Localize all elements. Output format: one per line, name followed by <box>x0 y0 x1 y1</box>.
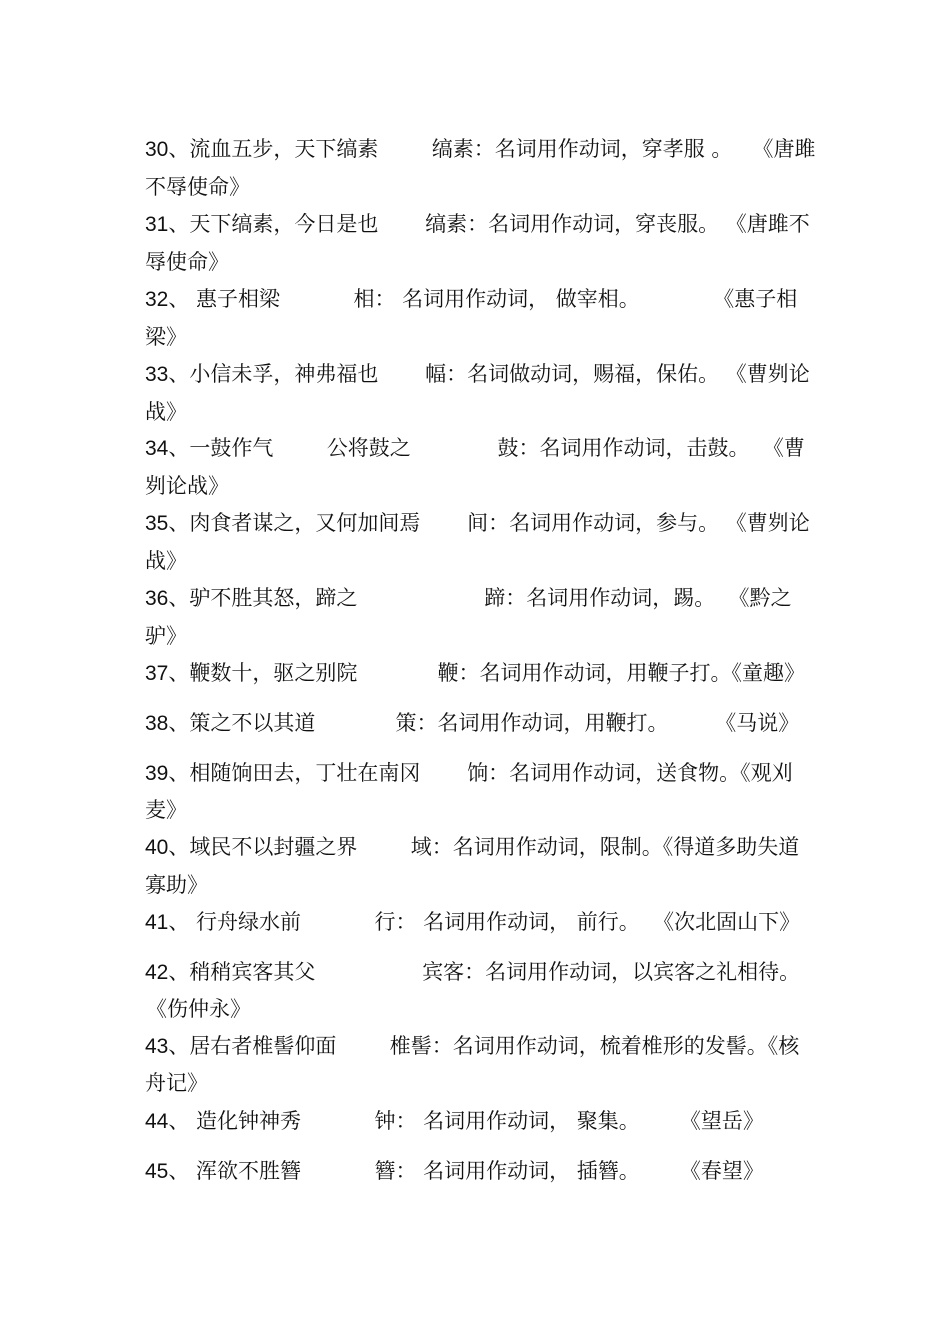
entry-number: 35 <box>145 512 169 535</box>
entry-number: 42 <box>145 961 169 984</box>
entry-text: 、天下缟素，今日是也 缟素：名词用作动词，穿丧服。 《唐雎不 <box>168 212 810 236</box>
entry-text: 、域民不以封疆之界 域：名词用作动词，限制。《得道多助失道 <box>168 835 800 859</box>
entry-number: 45 <box>145 1160 169 1183</box>
entry-36-line-1 <box>145 585 792 612</box>
entry-text: 、一鼓作气 公将鼓之 鼓：名词用作动词，击鼓。 《曹 <box>168 436 805 460</box>
entry-number: 31 <box>145 213 169 236</box>
entry-43-line-1 <box>145 1033 799 1060</box>
entry-39-line-1 <box>145 760 793 787</box>
entry-39-line-2: 麦》 <box>145 798 187 822</box>
entry-number: 41 <box>145 911 169 934</box>
entry-38-line-1 <box>145 710 799 737</box>
entry-31-line-2: 辱使命》 <box>145 250 229 274</box>
entry-text: 、流血五步，天下缟素 缟素：名词用作动词，穿孝服 。 《唐雎 <box>168 137 816 161</box>
entry-number: 32 <box>145 288 169 311</box>
entry-number: 34 <box>145 437 169 460</box>
entry-30-line-2: 不辱使命》 <box>145 175 250 199</box>
entry-42-line-2: 《伤仲永》 <box>146 997 251 1021</box>
entry-number: 40 <box>145 836 169 859</box>
entry-number: 37 <box>145 662 169 685</box>
entry-30-line-1 <box>145 136 815 163</box>
entry-text: 、 行舟绿水前 行： 名词用作动词， 前行。 《次北固山下》 <box>168 910 801 934</box>
entry-number: 33 <box>145 363 169 386</box>
entry-number: 43 <box>145 1035 169 1058</box>
entry-37-line-1 <box>145 660 805 687</box>
entry-text: 、 浑欲不胜簪 簪： 名词用作动词， 插簪。 《春望》 <box>168 1159 764 1183</box>
entry-text: 、肉食者谋之，又何加间焉 间：名词用作动词，参与。 《曹刿论 <box>168 511 810 535</box>
entry-text: 、稍稍宾客其父 宾客：名词用作动词，以宾客之礼相待。 <box>168 960 801 984</box>
entry-33-line-1 <box>145 361 810 388</box>
entry-34-line-1 <box>145 435 805 462</box>
entry-text: 、相随饷田去，丁壮在南冈 饷：名词用作动词，送食物。《观刈 <box>168 761 793 785</box>
entry-36-line-2: 驴》 <box>145 624 187 648</box>
entry-40-line-1 <box>145 834 799 861</box>
entry-32-line-1 <box>145 286 797 313</box>
entry-text: 、居右者椎髻仰面 椎髻：名词用作动词，梳着椎形的发髻。《核 <box>168 1034 800 1058</box>
entry-number: 39 <box>145 762 169 785</box>
entry-43-line-2: 舟记》 <box>145 1071 208 1095</box>
entry-45-line-1 <box>145 1158 764 1185</box>
entry-44-line-1 <box>145 1108 764 1135</box>
entry-number: 36 <box>145 587 169 610</box>
entry-text: 、驴不胜其怒，蹄之 蹄：名词用作动词，踢。 《黔之 <box>168 586 792 610</box>
entry-number: 44 <box>145 1110 169 1133</box>
entry-31-line-1 <box>145 211 810 238</box>
entry-text: 、 惠子相梁 相： 名词用作动词， 做宰相。 《惠子相 <box>168 287 798 311</box>
entry-41-line-1 <box>145 909 800 936</box>
entry-40-line-2: 寡助》 <box>145 873 208 897</box>
entry-33-line-2: 战》 <box>145 400 187 424</box>
entry-number: 38 <box>145 712 169 735</box>
entry-text: 、 造化钟神秀 钟： 名词用作动词， 聚集。 《望岳》 <box>168 1109 764 1133</box>
entry-34-line-2: 刿论战》 <box>145 474 229 498</box>
entry-35-line-2: 战》 <box>145 549 187 573</box>
entry-42-line-1 <box>145 959 800 986</box>
entry-35-line-1 <box>145 510 810 537</box>
entry-text: 、小信未孚，神弗福也 幅：名词做动词，赐福，保佑。 《曹刿论 <box>168 362 810 386</box>
entry-text: 、策之不以其道 策：名词用作动词，用鞭打。 《马说》 <box>168 711 800 735</box>
entry-32-line-2: 梁》 <box>145 325 187 349</box>
entry-text: 、鞭数十，驱之别院 鞭：名词用作动词，用鞭子打。《童趣》 <box>168 661 805 685</box>
entry-number: 30 <box>145 138 169 161</box>
